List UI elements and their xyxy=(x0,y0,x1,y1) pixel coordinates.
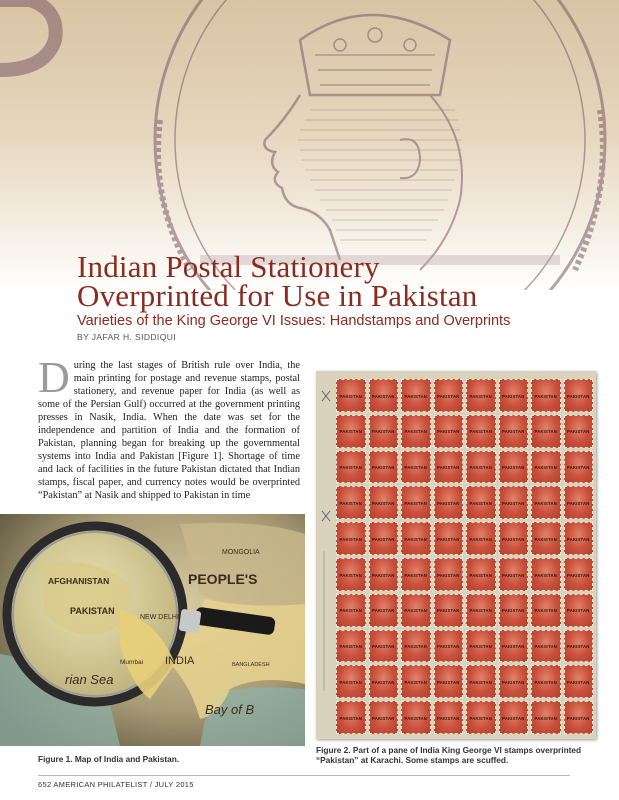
stamp xyxy=(401,701,431,734)
stamp xyxy=(466,486,496,519)
stamp xyxy=(434,451,464,484)
stamp xyxy=(466,665,496,698)
article-body xyxy=(38,353,300,502)
stamp xyxy=(531,415,561,448)
stamp xyxy=(466,379,496,412)
stamp xyxy=(336,522,366,555)
stamp xyxy=(401,486,431,519)
stamp xyxy=(564,558,594,591)
stamp xyxy=(401,451,431,484)
stamp xyxy=(499,486,529,519)
stamp xyxy=(531,594,561,627)
stamp xyxy=(434,415,464,448)
figure-2-stamp-pane xyxy=(316,371,596,739)
stamp xyxy=(499,665,529,698)
stamp xyxy=(336,594,366,627)
article-subtitle: Varieties of the King George VI Issues: Handstamps and Overprints xyxy=(77,313,511,329)
map-label-afghanistan: AFGHANISTAN xyxy=(48,576,110,586)
stamp xyxy=(531,630,561,663)
figure-1-caption: Figure 1. Map of India and Pakistan. xyxy=(38,754,180,764)
stamp xyxy=(499,522,529,555)
map-label-new-delhi: NEW DELHI xyxy=(140,614,179,621)
stamp xyxy=(531,558,561,591)
stamp xyxy=(401,630,431,663)
stamp xyxy=(434,486,464,519)
stamp xyxy=(401,665,431,698)
stamp xyxy=(369,486,399,519)
stamp xyxy=(564,630,594,663)
article-title xyxy=(77,249,478,313)
stamp xyxy=(531,522,561,555)
stamp xyxy=(564,379,594,412)
stamp xyxy=(466,415,496,448)
stamp xyxy=(434,701,464,734)
stamp xyxy=(531,665,561,698)
title-line-1: Indian Postal Stationery xyxy=(77,249,380,284)
stamp xyxy=(401,558,431,591)
title-line-2: Overprinted for Use in Pakistan xyxy=(77,278,478,313)
stamp xyxy=(369,594,399,627)
stamp xyxy=(499,630,529,663)
stamp xyxy=(564,486,594,519)
stamp xyxy=(499,379,529,412)
stamp xyxy=(564,665,594,698)
stamp xyxy=(499,594,529,627)
globe-magnifier-image xyxy=(0,514,305,746)
stamp xyxy=(369,451,399,484)
stamp xyxy=(369,665,399,698)
stamp xyxy=(466,594,496,627)
stamp xyxy=(401,522,431,555)
map-label-mumbai: Mumbai xyxy=(120,659,144,666)
stamp-grid xyxy=(336,379,593,734)
stamp xyxy=(369,415,399,448)
stamp xyxy=(369,701,399,734)
stamp xyxy=(336,415,366,448)
stamp xyxy=(336,451,366,484)
stamp xyxy=(336,701,366,734)
stamp xyxy=(466,558,496,591)
stamp xyxy=(466,630,496,663)
stamp xyxy=(531,701,561,734)
stamp xyxy=(564,415,594,448)
stamp xyxy=(564,451,594,484)
stamp xyxy=(499,701,529,734)
stamp xyxy=(369,522,399,555)
stamp xyxy=(336,630,366,663)
stamp xyxy=(336,558,366,591)
pane-margin-pencil-marks xyxy=(316,371,336,739)
figure-2-caption: Figure 2. Part of a pane of India King George VI stamps overprinted “Pakistan” at Karachi. Some stamps are scuffed. xyxy=(316,745,582,765)
stamp xyxy=(369,558,399,591)
stamp xyxy=(564,522,594,555)
stamp xyxy=(336,379,366,412)
stamp xyxy=(434,594,464,627)
map-label-bangladesh: BANGLADESH xyxy=(232,662,270,668)
stamp xyxy=(564,701,594,734)
stamp xyxy=(531,486,561,519)
stamp xyxy=(531,451,561,484)
stamp xyxy=(401,594,431,627)
figure-1-map-photo xyxy=(0,514,305,746)
stamp xyxy=(434,522,464,555)
stamp xyxy=(499,451,529,484)
map-label-mongolia: MONGOLIA xyxy=(222,549,260,556)
drop-cap: D xyxy=(38,353,70,402)
map-label-bay-of-bengal: Bay of B xyxy=(205,702,255,717)
stamp xyxy=(336,665,366,698)
stamp xyxy=(401,379,431,412)
stamp xyxy=(466,701,496,734)
stamp xyxy=(434,630,464,663)
stamp xyxy=(401,415,431,448)
stamp xyxy=(499,558,529,591)
stamp xyxy=(369,379,399,412)
king-portrait-engraving xyxy=(0,0,619,290)
stamp xyxy=(336,486,366,519)
map-label-india: INDIA xyxy=(165,655,195,667)
map-label-arabian-sea: rian Sea xyxy=(65,672,114,687)
stamp xyxy=(434,665,464,698)
stamp xyxy=(499,415,529,448)
stamp xyxy=(466,522,496,555)
map-label-pakistan: PAKISTAN xyxy=(70,606,115,616)
stamp xyxy=(434,558,464,591)
map-label-peoples: PEOPLE'S xyxy=(188,571,258,587)
body-paragraph: uring the last stages of British rule over India, the main printing for postage and revenue stamps, postal stationery, and revenue paper for India (as well as some of the Persian Gulf) occurred at the government printing presses in Nasik, India. When the date was set for the independence and partition of India and the formation of Pakistan, planning began for breaking up the governmental systems into India and Pakistan [Figure 1]. Shortage of time and lack of facilities in the future Pakistan dictated that Indian stamps, fiscal paper, and currency notes would be overprinted “Pakistan” at Nasik and shipped to Pakistan in time xyxy=(38,360,300,501)
stamp xyxy=(564,594,594,627)
stamp xyxy=(434,379,464,412)
stamp xyxy=(369,630,399,663)
footer-divider xyxy=(38,775,570,776)
article-byline: BY JAFAR H. SIDDIQUI xyxy=(77,332,177,342)
stamp xyxy=(466,451,496,484)
stamp xyxy=(531,379,561,412)
page-folio: 652 AMERICAN PHILATELIST / JULY 2015 xyxy=(38,780,194,789)
hero-stamp-engraving xyxy=(0,0,619,290)
